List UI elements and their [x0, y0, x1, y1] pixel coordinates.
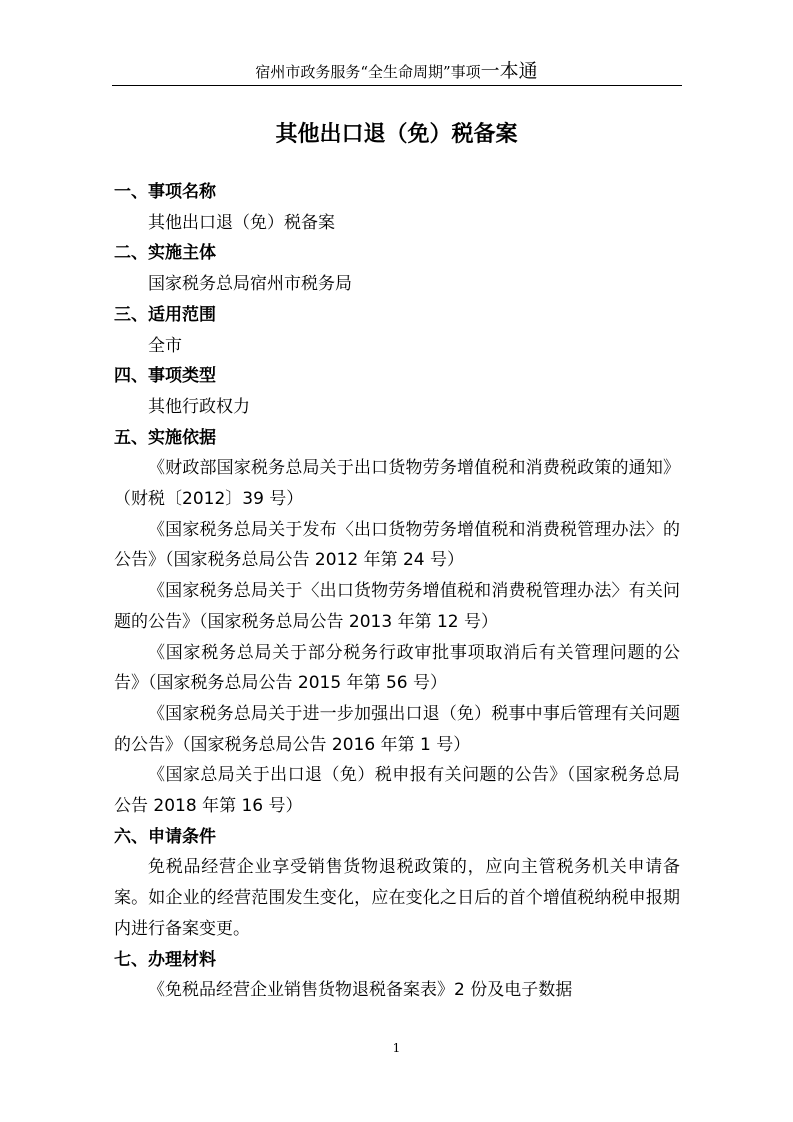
section-body-item-name: 其他出口退（免）税备案: [148, 212, 335, 233]
section-heading-scope: 三、适用范围: [114, 304, 216, 325]
document-body: [114, 177, 680, 1006]
header-divider: [112, 85, 682, 86]
legal-basis-item: 《国家税务总局关于部分税务行政审批事项取消后有关管理问题的公告》（国家税务总局公告 2015 年第 56 号）: [114, 642, 680, 694]
section-body-scope: 全市: [148, 335, 182, 356]
section-heading-item-type: 四、事项类型: [114, 366, 216, 387]
page-header-tail: 一本通: [480, 60, 538, 82]
legal-basis-item: 《国家总局关于出口退（免）税申报有关问题的公告》（国家税务总局公告 2018 年第 16 号）: [114, 765, 680, 817]
section-heading-materials: 七、办理材料: [114, 949, 216, 970]
section-heading-item-name: 一、事项名称: [114, 182, 216, 202]
section-heading-implementing-body: 二、实施主体: [114, 243, 216, 264]
section-heading-legal-basis: 五、实施依据: [114, 427, 216, 448]
section-body-materials: 《免税品经营企业销售货物退税备案表》2 份及电子数据: [148, 980, 573, 1001]
section-body-item-type: 其他行政权力: [148, 396, 250, 417]
document-title: 其他出口退（免）税备案: [275, 122, 518, 147]
legal-basis-item: 《财政部国家税务总局关于出口货物劳务增值税和消费税政策的通知》（财税〔2012〕39 号）: [114, 458, 680, 510]
page-header-text: 宿州市政务服务“全生命周期”事项: [255, 63, 481, 81]
legal-basis-item: 《国家税务总局关于进一步加强出口退（免）税事中事后管理有关问题的公告》（国家税务总局公告 2016 年第 1 号）: [114, 703, 680, 755]
section-heading-conditions: 六、申请条件: [114, 826, 216, 847]
page-number: 1: [392, 1041, 401, 1055]
page-header: [0, 60, 793, 83]
section-body-conditions: 免税品经营企业享受销售货物退税政策的，应向主管税务机关申请备案。如企业的经营范围发生变化，应在变化之日后的首个增值税纳税申报期内进行备案变更。: [114, 857, 680, 939]
legal-basis-item: 《国家税务总局关于〈出口货物劳务增值税和消费税管理办法〉有关问题的公告》（国家税务总局公告 2013 年第 12 号）: [114, 581, 680, 632]
section-body-implementing-body: 国家税务总局宿州市税务局: [148, 274, 352, 295]
legal-basis-item: 《国家税务总局关于发布〈出口货物劳务增值税和消费税管理办法〉的公告》（国家税务总局公告 2012 年第 24 号）: [114, 519, 680, 571]
